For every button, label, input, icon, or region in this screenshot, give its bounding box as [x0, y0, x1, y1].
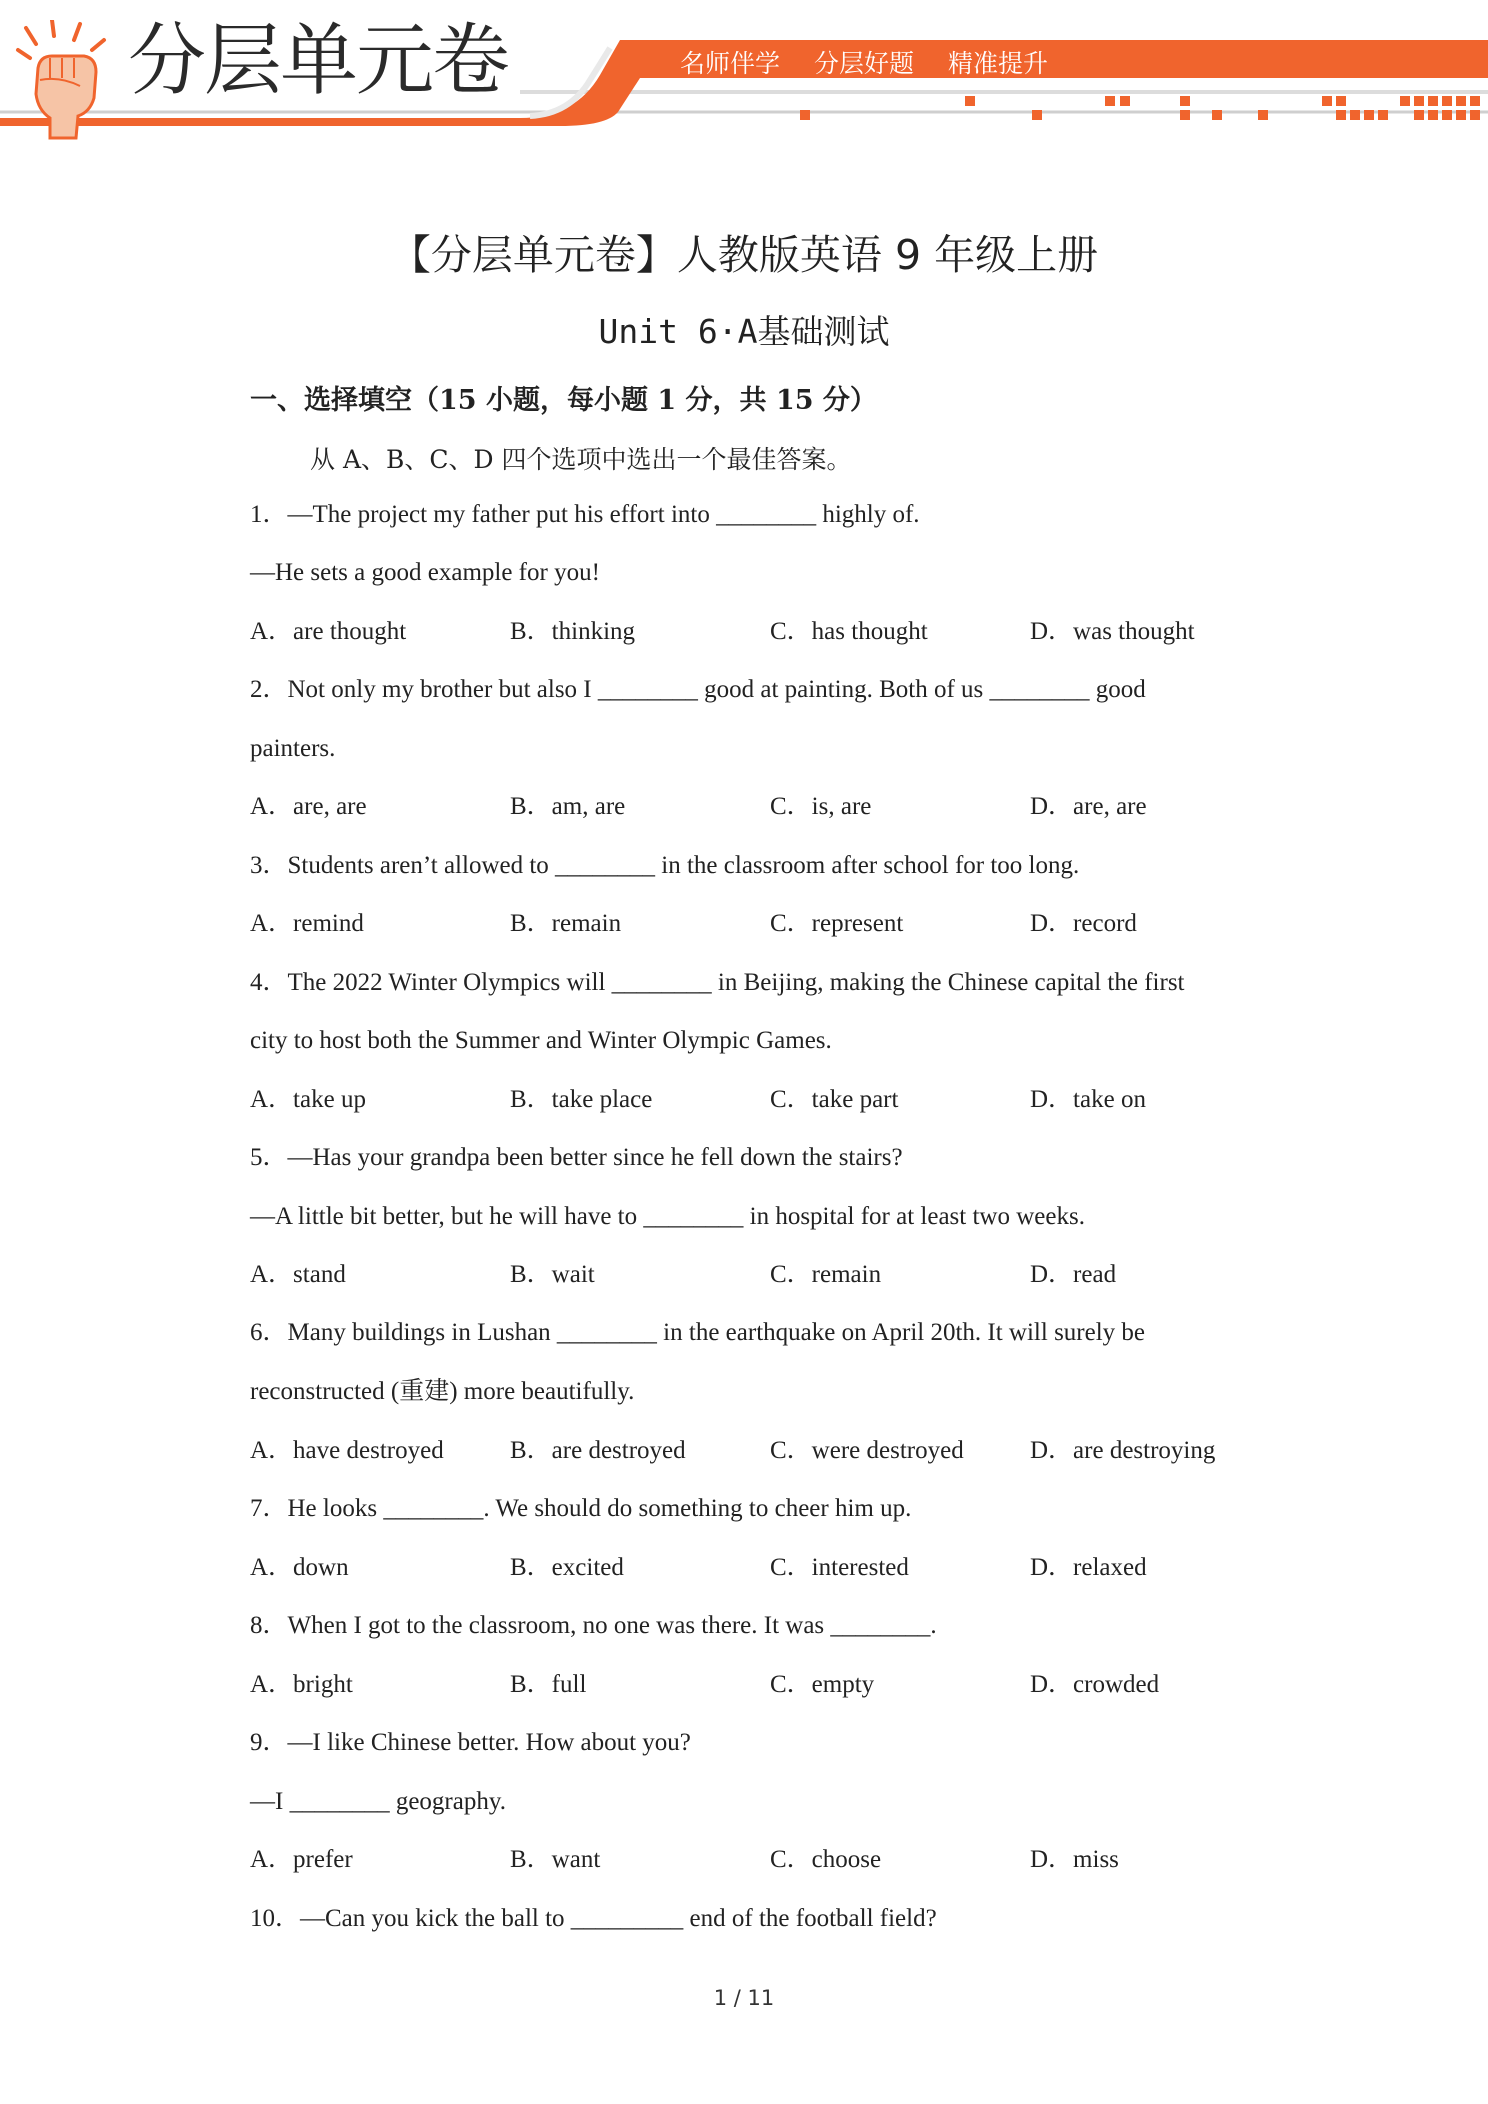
question-9-option-c[interactable]: C．choose	[770, 1846, 882, 1873]
question-1-line-2: —He sets a good example for you!	[250, 559, 600, 586]
question-2-line-2: painters.	[250, 735, 336, 762]
question-4-line-1: 4．The 2022 Winter Olympics will ________ in Beijing, making the Chinese capital the first	[250, 969, 1185, 996]
question-9-line-2: —I ________ geography.	[250, 1788, 506, 1815]
question-1-option-a[interactable]: A．are thought	[250, 618, 407, 645]
question-5-option-a[interactable]: A．stand	[250, 1261, 346, 1288]
question-6-option-d[interactable]: D．are destroying	[1030, 1437, 1216, 1464]
question-8-option-d[interactable]: D．crowded	[1030, 1671, 1160, 1698]
question-4-option-c[interactable]: C．take part	[770, 1086, 899, 1113]
page-number: 1 / 11	[713, 1986, 775, 2010]
question-1-option-b[interactable]: B．thinking	[510, 618, 636, 645]
question-10-line-1: 10．—Can you kick the ball to _________ end of the football field?	[250, 1905, 937, 1932]
question-5-option-b[interactable]: B．wait	[510, 1261, 595, 1288]
question-1-option-d[interactable]: D．was thought	[1030, 618, 1195, 645]
question-6-line-2: reconstructed (重建) more beautifully.	[250, 1378, 635, 1405]
question-4-option-b[interactable]: B．take place	[510, 1086, 653, 1113]
question-2-line-1: 2．Not only my brother but also I ________ good at painting. Both of us ________ good	[250, 676, 1146, 703]
question-3-option-a[interactable]: A．remind	[250, 910, 364, 937]
question-9-option-b[interactable]: B．want	[510, 1846, 601, 1873]
question-7-option-c[interactable]: C．interested	[770, 1554, 909, 1581]
question-7-line-1: 7．He looks ________. We should do something to cheer him up.	[250, 1495, 912, 1522]
question-3-option-d[interactable]: D．record	[1030, 910, 1137, 937]
question-2-option-b[interactable]: B．am, are	[510, 793, 626, 820]
question-5-option-d[interactable]: D．read	[1030, 1261, 1117, 1288]
question-2-option-d[interactable]: D．are, are	[1030, 793, 1147, 820]
question-8-line-1: 8．When I got to the classroom, no one was there. It was ________.	[250, 1612, 937, 1639]
question-5-option-c[interactable]: C．remain	[770, 1261, 882, 1288]
question-8-option-a[interactable]: A．bright	[250, 1671, 353, 1698]
slogan-2: 分层好题	[813, 49, 914, 78]
document-subtitle: Unit 6·A基础测试	[598, 312, 890, 351]
question-4-option-a[interactable]: A．take up	[250, 1086, 366, 1113]
question-9-line-1: 9．—I like Chinese better. How about you?	[250, 1729, 691, 1756]
question-5-line-1: 5．—Has your grandpa been better since he fell down the stairs?	[250, 1144, 903, 1171]
slogan-bar	[680, 44, 1074, 80]
question-2-option-c[interactable]: C．is, are	[770, 793, 872, 820]
question-1-option-c[interactable]: C．has thought	[770, 618, 928, 645]
header-banner	[0, 0, 1488, 150]
brand-title: 分层单元卷	[128, 16, 509, 106]
question-9-option-a[interactable]: A．prefer	[250, 1846, 353, 1873]
question-6-option-a[interactable]: A．have destroyed	[250, 1437, 444, 1464]
question-4-option-d[interactable]: D．take on	[1030, 1086, 1146, 1113]
question-2-option-a[interactable]: A．are, are	[250, 793, 367, 820]
question-1-line-1: 1．—The project my father put his effort into ________ highly of.	[250, 501, 920, 528]
question-7-option-d[interactable]: D．relaxed	[1030, 1554, 1147, 1581]
fist-logo-icon	[10, 20, 120, 145]
question-3-option-c[interactable]: C．represent	[770, 910, 904, 937]
question-9-option-d[interactable]: D．miss	[1030, 1846, 1119, 1873]
question-3-option-b[interactable]: B．remain	[510, 910, 622, 937]
section-instruction: 从 A、B、C、D 四个选项中选出一个最佳答案。	[310, 445, 852, 474]
slogan-3: 精准提升	[947, 49, 1048, 78]
question-4-line-2: city to host both the Summer and Winter Olympic Games.	[250, 1027, 832, 1054]
question-3-line-1: 3．Students aren’t allowed to ________ in the classroom after school for too long.	[250, 852, 1080, 879]
slogan-1: 名师伴学	[680, 49, 781, 78]
question-6-line-1: 6．Many buildings in Lushan ________ in the earthquake on April 20th. It will surely be	[250, 1319, 1146, 1346]
question-6-option-c[interactable]: C．were destroyed	[770, 1437, 964, 1464]
section-heading: 一、选择填空（15 小题，每小题 1 分，共 15 分）	[250, 385, 877, 416]
question-6-option-b[interactable]: B．are destroyed	[510, 1437, 686, 1464]
document-title: 【分层单元卷】人教版英语 9 年级上册	[389, 231, 1099, 279]
question-8-option-c[interactable]: C．empty	[770, 1671, 875, 1698]
question-7-option-a[interactable]: A．down	[250, 1554, 349, 1581]
question-5-line-2: —A little bit better, but he will have to ________ in hospital for at least two weeks.	[250, 1203, 1085, 1230]
question-7-option-b[interactable]: B．excited	[510, 1554, 624, 1581]
question-8-option-b[interactable]: B．full	[510, 1671, 587, 1698]
